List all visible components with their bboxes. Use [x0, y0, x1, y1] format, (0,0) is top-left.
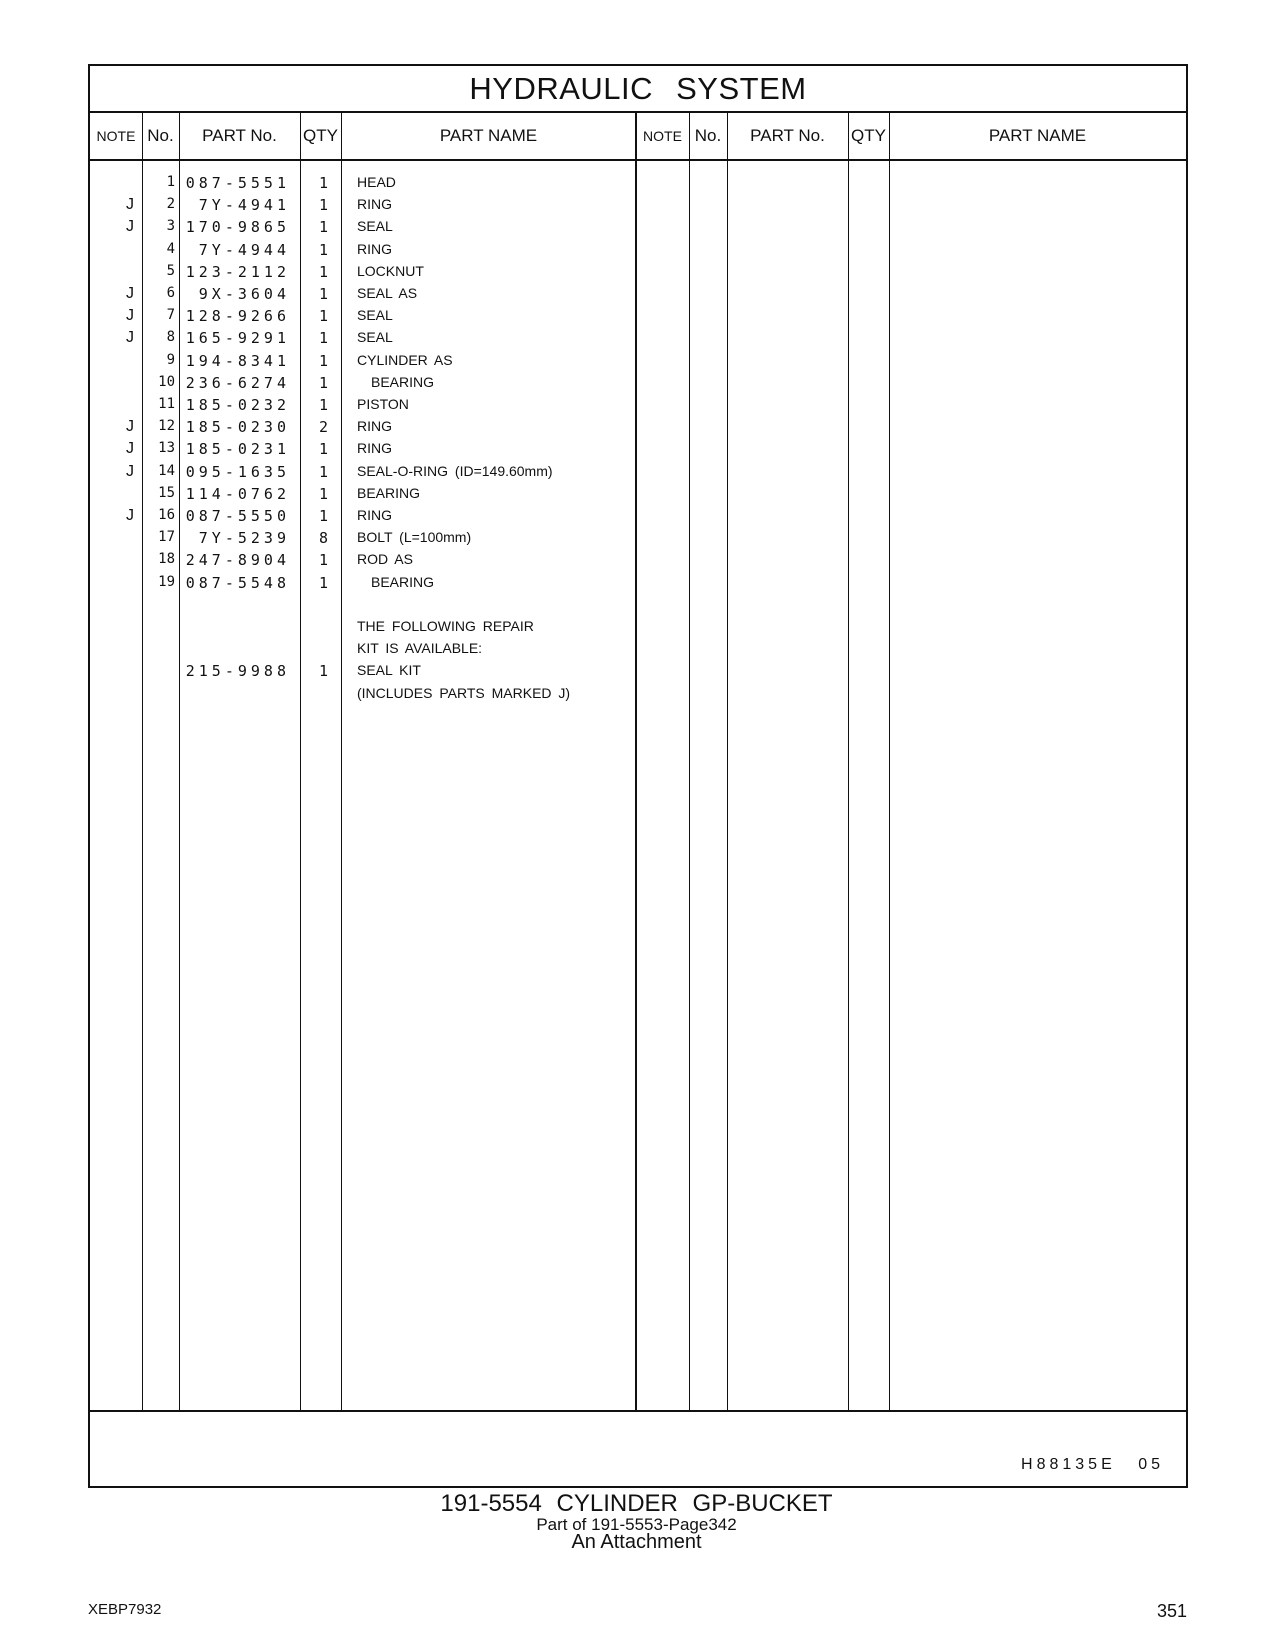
quantity-cell: 1 [318, 174, 328, 192]
item-number-cell: 16 [158, 507, 175, 523]
part-name-cell: RING [357, 196, 392, 213]
table-row [90, 174, 1186, 197]
item-number-cell: 6 [166, 285, 175, 301]
table-row [90, 640, 1186, 663]
quantity-cell: 1 [318, 196, 328, 215]
part-name-cell: SEAL KIT [357, 662, 421, 679]
part-number-cell: 165-9291 [185, 329, 290, 348]
part-name-cell: SEAL [357, 307, 393, 324]
quantity-cell: 1 [318, 351, 328, 370]
part-number-cell: 128-9266 [185, 307, 290, 326]
item-number-cell: 12 [158, 418, 175, 435]
table-row [90, 307, 1186, 330]
column-header-row [90, 113, 1186, 161]
group-subtitle-attachment: An Attachment [571, 1531, 702, 1553]
table-row [90, 529, 1186, 552]
header-qty-right: QTY [851, 126, 886, 145]
quantity-cell: 1 [318, 662, 328, 681]
part-number-cell: 114-0762 [185, 484, 290, 503]
quantity-cell: 1 [318, 262, 328, 281]
part-name-cell: SEAL [357, 329, 393, 346]
quantity-cell: 1 [318, 573, 328, 592]
table-row [90, 329, 1186, 352]
item-number-cell: 7 [166, 307, 175, 324]
quantity-cell: 1 [318, 396, 328, 414]
part-name-cell: RING [357, 507, 392, 523]
part-name-cell: SEAL AS [357, 285, 418, 301]
header-qty-left: QTY [303, 126, 338, 145]
quantity-cell: 8 [318, 529, 328, 548]
part-name-cell: HEAD [357, 174, 396, 190]
item-number-cell: 1 [166, 174, 175, 190]
part-name-cell: RING [357, 440, 392, 457]
part-number-cell: 194-8341 [185, 351, 290, 370]
item-number-cell: 4 [166, 240, 175, 257]
part-name-cell: BOLT (L=100mm) [357, 529, 472, 546]
group-subtitle: Part of 191-5553-Page342 [536, 1515, 737, 1534]
page-number: 351 [1156, 1601, 1187, 1621]
part-name-cell: BEARING [371, 573, 435, 590]
header-note-left: NOTE [96, 128, 136, 144]
part-name-cell: CYLINDER AS [357, 351, 453, 368]
item-number-cell: 10 [158, 373, 175, 390]
note-cell: J [126, 418, 134, 436]
quantity-cell: 1 [318, 240, 328, 259]
part-name-cell: BEARING [357, 484, 421, 501]
table-bottom-rule [90, 1410, 1186, 1412]
part-number-cell: 123-2112 [185, 262, 290, 281]
table-row [90, 618, 1186, 641]
item-number-cell: 3 [166, 218, 175, 235]
note-cell: J [126, 285, 134, 302]
part-name-cell: PISTON [357, 396, 409, 412]
header-no-left: No. [147, 126, 174, 145]
table-row [90, 218, 1186, 241]
quantity-cell: 1 [318, 285, 328, 303]
part-number-cell: 215-9988 [185, 662, 290, 681]
table-row [90, 285, 1186, 308]
part-name-cell: (INCLUDES PARTS MARKED J) [357, 684, 571, 701]
part-number-cell: 7Y-4941 [198, 196, 290, 215]
quantity-cell: 1 [318, 373, 328, 392]
quantity-cell: 1 [318, 507, 328, 525]
item-number-cell: 11 [158, 396, 175, 412]
part-number-cell: 247-8904 [185, 551, 290, 570]
item-number-cell: 19 [158, 573, 175, 590]
item-number-cell: 9 [166, 351, 175, 368]
header-partname-right: PART NAME [988, 126, 1087, 145]
group-title: 191-5554 CYLINDER GP-BUCKET [440, 1490, 833, 1517]
table-row [90, 440, 1186, 463]
part-name-cell: KIT IS AVAILABLE: [357, 640, 483, 657]
item-number-cell: 18 [158, 551, 175, 568]
table-row [90, 396, 1186, 419]
table-row [90, 196, 1186, 219]
part-name-cell: THE FOLLOWING REPAIR [357, 618, 534, 634]
note-cell: J [126, 218, 134, 236]
table-row [90, 574, 1186, 597]
part-number-cell: 7Y-4944 [198, 240, 290, 259]
part-number-cell: 095-1635 [185, 462, 290, 481]
part-name-cell: ROD AS [357, 551, 413, 568]
table-row [90, 685, 1186, 708]
part-number-cell: 7Y-5239 [198, 529, 290, 548]
header-no-right: No. [694, 126, 722, 145]
part-name-cell: LOCKNUT [357, 262, 424, 279]
parts-table-frame [88, 64, 1188, 1488]
item-number-cell: 8 [166, 329, 175, 346]
quantity-cell: 2 [318, 418, 328, 437]
quantity-cell: 1 [318, 440, 328, 459]
part-name-cell: SEAL [357, 218, 393, 235]
part-number-cell: 9X-3604 [198, 285, 290, 303]
quantity-cell: 1 [318, 329, 328, 348]
quantity-cell: 1 [318, 218, 328, 237]
part-number-cell: 185-0231 [185, 440, 290, 459]
table-row [90, 485, 1186, 508]
table-row [90, 352, 1186, 375]
part-name-cell: RING [357, 240, 392, 257]
note-cell: J [126, 507, 134, 524]
item-number-cell: 15 [158, 484, 175, 501]
part-name-cell: SEAL-O-RING (ID=149.60mm) [357, 462, 553, 479]
table-row [90, 263, 1186, 286]
table-row [90, 662, 1186, 685]
header-partno-left: PART No. [202, 126, 277, 145]
table-row [90, 241, 1186, 264]
note-cell: J [126, 196, 134, 214]
note-cell: J [126, 440, 134, 458]
part-number-cell: 236-6274 [185, 373, 290, 392]
quantity-cell: 1 [318, 307, 328, 326]
table-row [90, 551, 1186, 574]
part-number-cell: 087-5548 [185, 573, 290, 592]
part-number-cell: 087-5551 [185, 174, 290, 192]
part-number-cell: 087-5550 [185, 507, 290, 525]
note-cell: J [126, 307, 134, 325]
part-name-cell: RING [357, 418, 392, 435]
header-partname-left: PART NAME [439, 126, 538, 145]
table-row [90, 463, 1186, 486]
header-note-right: NOTE [643, 128, 682, 144]
item-number-cell: 17 [158, 529, 175, 546]
table-row [90, 374, 1186, 397]
item-number-cell: 2 [166, 196, 175, 213]
item-number-cell: 13 [158, 440, 175, 457]
quantity-cell: 1 [318, 551, 328, 570]
part-number-cell: 170-9865 [185, 218, 290, 237]
quantity-cell: 1 [318, 462, 328, 481]
part-name-cell: BEARING [371, 373, 435, 390]
item-number-cell: 5 [166, 262, 175, 279]
table-row [90, 507, 1186, 530]
document-id: XEBP7932 [88, 1601, 162, 1618]
header-partno-right: PART No. [750, 126, 825, 145]
illustration-code: H88135E 05 [1021, 1456, 1164, 1473]
part-number-cell: 185-0232 [185, 396, 290, 414]
table-row [90, 418, 1186, 441]
note-cell: J [126, 329, 134, 347]
note-cell: J [126, 462, 134, 480]
item-number-cell: 14 [158, 462, 175, 479]
section-title: HYDRAULIC SYSTEM [90, 66, 1186, 113]
part-number-cell: 185-0230 [185, 418, 290, 437]
quantity-cell: 1 [318, 484, 328, 503]
table-row [90, 596, 1186, 619]
